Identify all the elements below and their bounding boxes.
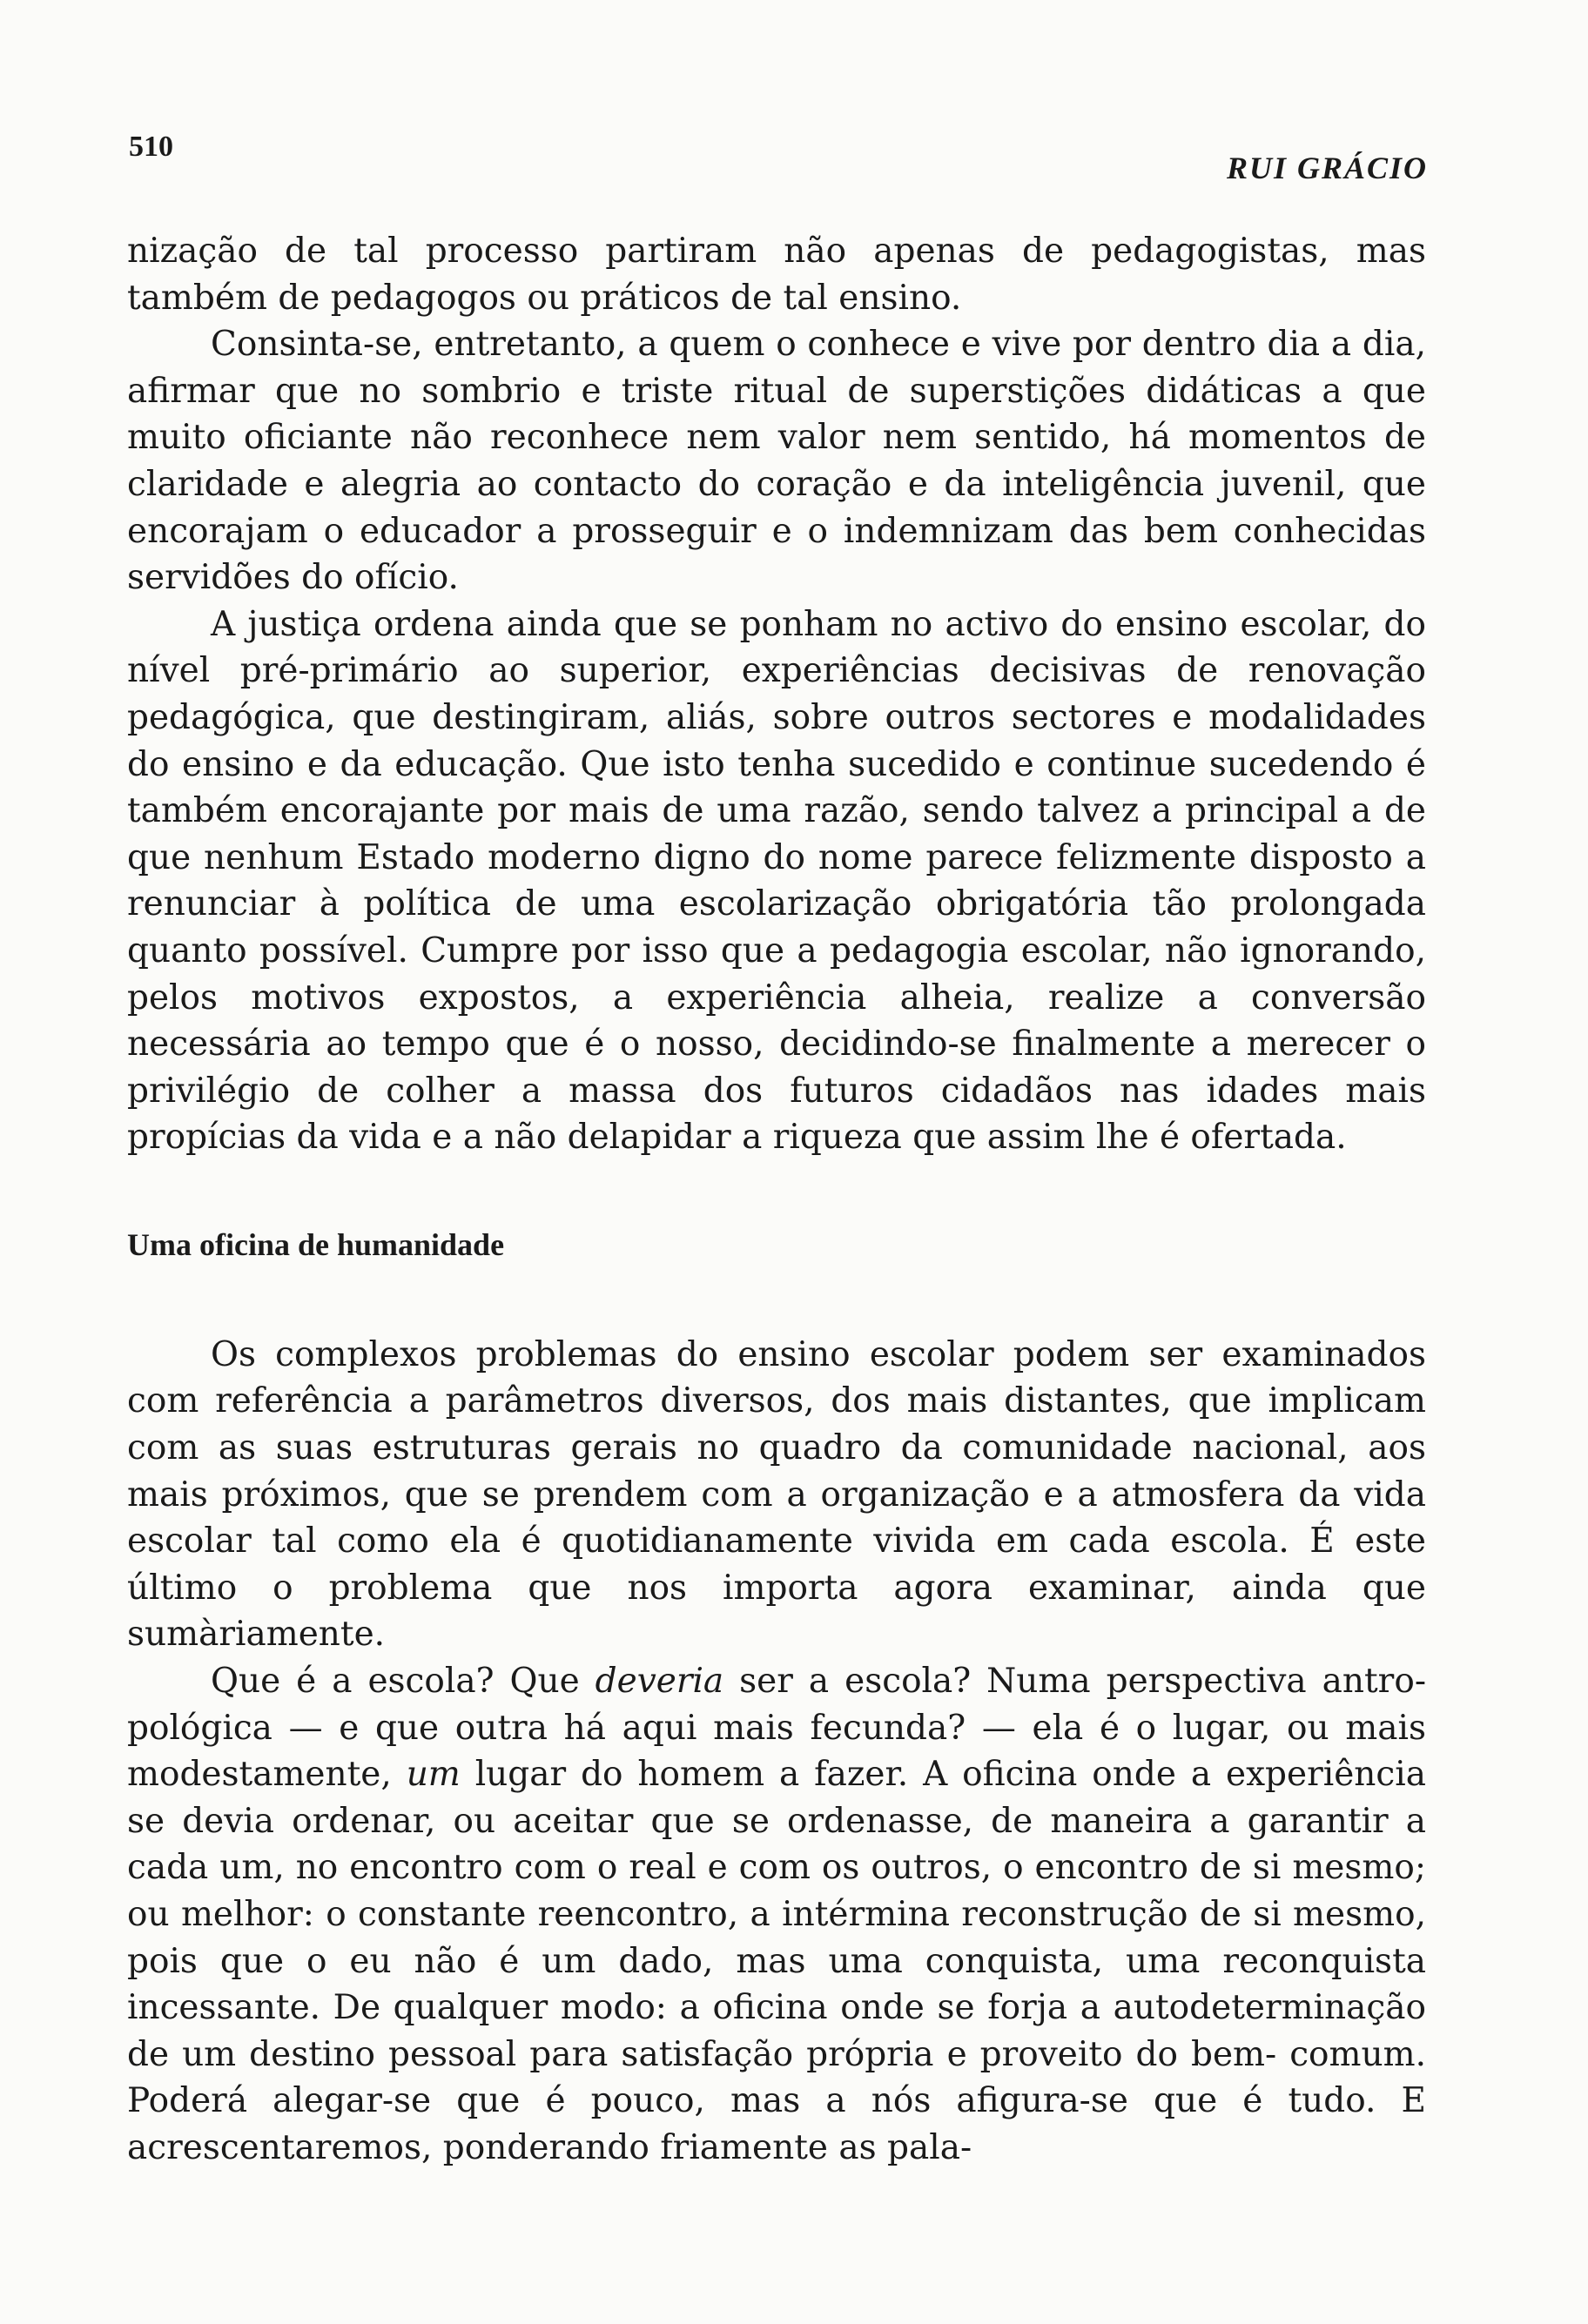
body-text xyxy=(127,228,1426,2172)
italic-word: um xyxy=(406,1755,461,1795)
paragraph-final xyxy=(127,1658,1426,2172)
text-run: ser a escola? Numa perspectiva antropológica — e que outra há aqui mais fecunda? — ela é o lugar, ou mais modestamente, xyxy=(127,1662,1426,1795)
paragraph: Os complexos problemas do ensino escolar podem ser examinados com referência a parâmetros diversos, dos mais distantes, que implicam com as suas estruturas gerais no quadro da comunidade nacional, aos mais próximos, que se prendem com a organização e a atmosfera da vida escolar tal como ela é quotidianamente vivida em cada escola. É este último o problema que nos importa agora examinar, ainda que sumàriamente. xyxy=(127,1334,1426,1655)
text-run: Que é a escola? Que xyxy=(211,1662,596,1702)
italic-word: deveria xyxy=(595,1662,724,1702)
paragraph-continued: nização de tal processo partiram não apenas de pedagogistas, mas também de pedagogos ou práticos de tal ensino. xyxy=(127,232,1426,318)
section-heading: Uma oficina de humanidade xyxy=(127,1226,505,1262)
page-number: 510 xyxy=(129,131,173,163)
paragraph: A justiça ordena ainda que se ponham no activo do ensino escolar, do nível pré-primário ao superior, experiências decisivas de renovação pedagógica, que destingiram, aliás, sobre outros sectores e modalidades do ensino e da educação. Que isto tenha sucedido e continue sucedendo é também encorajante por mais de uma razão, sendo talvez a principal a de que nenhum Estado moderno digno do nome parece felizmente disposto a renunciar à política de uma escolarização obrigatória tão prolongada quanto possível. Cumpre por isso que a pedagogia escolar, não ignorando, pelos motivos expostos, a experiência alheia, realize a conversão necessária ao tempo que é o nosso, decidindo-se finalmente a merecer o privilégio de colher a massa dos futuros cidadãos nas idades mais propícias da vida e a não delapidar a riqueza que assim lhe é ofertada. xyxy=(127,604,1426,1158)
text-run: lugar do homem a fazer. A oficina onde a experiência se devia ordenar, ou aceitar que se ordenasse, de maneira a garantir a cada um, no encontro com o real e com os outros, o encontro de si mesmo; ou melhor: o constante reencontro, a intérmina reconstrução de si mesmo, pois que o eu não é um dado, mas uma conquista, uma reconquista incessante. De qualquer modo: a oficina onde se forja a autodeterminação de um destino pessoal para satisfação própria e proveito do bem- comum. Poderá alegar-se que é pouco, mas a nós afigura-se que é tudo. E acrescentaremos, ponderando friamente as pala- xyxy=(127,1755,1426,2167)
paragraph: Consinta-se, entretanto, a quem o conhece e vive por dentro dia a dia, afirmar que no sombrio e triste ritual de superstições didáticas a que muito oficiante não reconhece nem valor nem sentido, há momentos de claridade e alegria ao contacto do coração e da inteligência juvenil, que encorajam o educador a prosseguir e o indemnizam das bem conhecidas servidões do ofício. xyxy=(127,325,1426,598)
running-head: RUI GRÁCIO xyxy=(1226,151,1428,185)
